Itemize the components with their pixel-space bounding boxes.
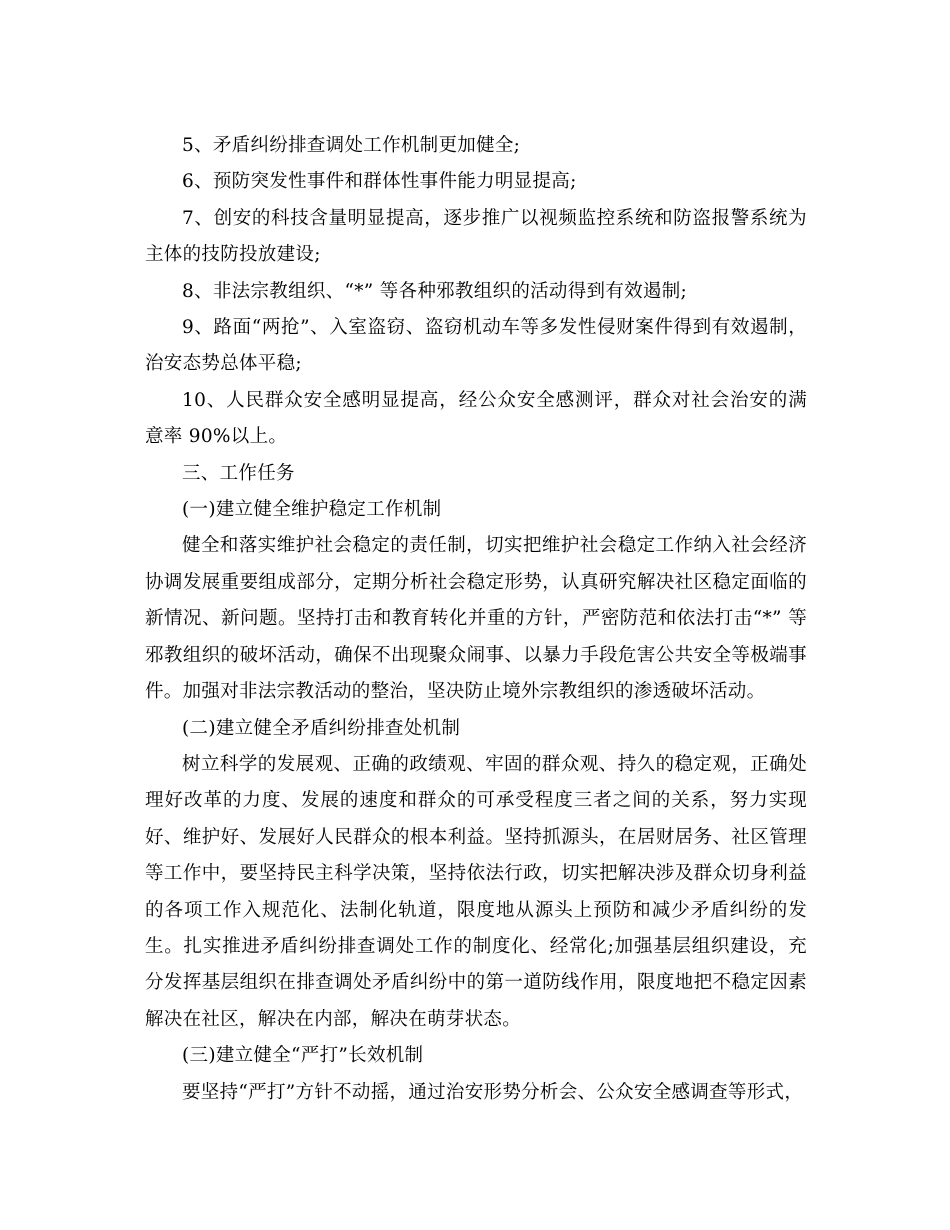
subheading-strike-mechanism: (三)建立健全“严打”长效机制 [182,1045,424,1067]
goal-item-9: 9、路面“两抢”、入室盗窃、盗窃机动车等多发性侵财案件得到有效遏制，治安态势总体平稳; [145,317,807,375]
paragraph-stability-mechanism: 健全和落实维护社会稳定的责任制，切实把维护社会稳定工作纳入社会经济协调发展重要组成部分，定期分析社会稳定形势，认真研究解决社区稳定面临的新情况、新问题。坚持打击和教育转化并重的方针，严密防范和依法打击“*” 等邪教组织的破坏活动，确保不出现聚众闹事、以暴力手段危害公共安全等极端事件。加强对非法宗教活动的整治，坚决防止境外宗教组织的渗透破坏活动。 [145,535,807,703]
subheading-stability-mechanism: (一)建立健全维护稳定工作机制 [182,499,442,521]
section-heading-tasks: 三、工作任务 [182,462,295,484]
paragraph-strike-mechanism: 要坚持“严打”方针不动摇，通过治安形势分析会、公众安全感调查等形式， [182,1081,804,1103]
goal-item-5: 5、矛盾纠纷排查调处工作机制更加健全; [182,135,521,156]
goal-item-7: 7、创安的科技含量明显提高，逐步推广以视频监控系统和防盗报警系统为主体的技防投放建设; [145,207,807,266]
document-body [145,128,807,1111]
goal-item-6: 6、预防突发性事件和群体性事件能力明显提高; [182,171,577,193]
subheading-dispute-mechanism: (二)建立健全矛盾纠纷排查处机制 [182,717,461,739]
goal-item-8: 8、非法宗教组织、“*” 等各种邪教组织的活动得到有效遏制; [182,280,688,302]
goal-item-10: 10、人民群众安全感明显提高，经公众安全感测评，群众对社会治安的满意率 90%以上。 [145,389,807,448]
paragraph-dispute-mechanism: 树立科学的发展观、正确的政绩观、牢固的群众观、持久的稳定观，正确处理好改革的力度、发展的速度和群众的可承受程度三者之间的关系，努力实现好、维护好、发展好人民群众的根本利益。坚持抓源头，在居财居务、社区管理等工作中，要坚持民主科学决策，坚持依法行政，切实把解决涉及群众切身利益的各项工作入规范化、法制化轨道，限度地从源头上预防和减少矛盾纠纷的发生。扎实推进矛盾纠纷排查调处工作的制度化、经常化;加强基层组织建设，充分发挥基层组织在排查调处矛盾纠纷中的第一道防线作用，限度地把不稳定因素解决在社区，解决在内部，解决在萌芽状态。 [145,753,807,1030]
